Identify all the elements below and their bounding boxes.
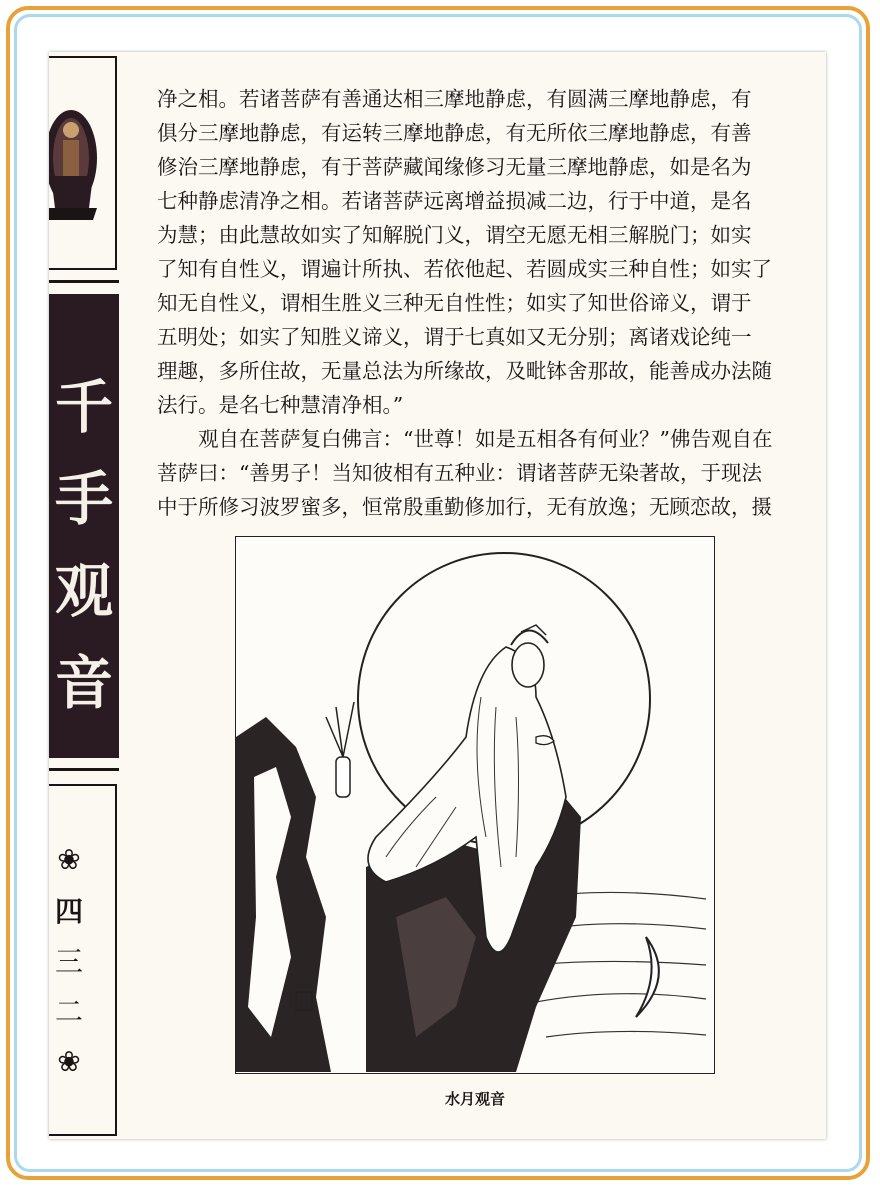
text-line: 观自在菩萨复白佛言：“世尊！如是五相各有何业？”佛告观自在 <box>157 427 773 451</box>
text-line: 知无自性义，谓相生胜义三种无自性性；如实了知世俗谛义，谓于 <box>157 291 752 315</box>
sidebar-emblem-box <box>49 56 117 270</box>
text-line: 净之相。若诸菩萨有善通达相三摩地静虑，有圆满三摩地静虑，有 <box>157 87 752 111</box>
text-line: 七种静虑清净之相。若诸菩萨远离增益损减二边，行于中道，是名 <box>157 189 752 213</box>
water-moon-guanyin-illustration <box>236 537 713 1072</box>
title-char: 手 <box>54 465 113 533</box>
flower-icon: ❀ <box>57 843 81 876</box>
page-number-char: 二 <box>54 995 83 1028</box>
illustration-frame <box>235 536 715 1074</box>
title-char: 千 <box>54 373 113 441</box>
flower-icon: ❀ <box>57 1045 81 1078</box>
text-line: 俱分三摩地静虑，有运转三摩地静虑，有无所依三摩地静虑，有善 <box>157 121 752 145</box>
sidebar-rule <box>49 280 119 283</box>
page-number-char: 四 <box>54 895 83 928</box>
text-line: 菩萨曰：“善男子！当知彼相有五种业：谓诸菩萨无染著故，于现法 <box>157 461 762 485</box>
text-line: 中于所修习波罗蜜多，恒常殷重勤修加行，无有放逸；无顾恋故，摄 <box>157 495 772 519</box>
illustration-caption: 水月观音 <box>444 1090 505 1108</box>
body-text <box>157 82 797 524</box>
vertical-title <box>49 294 119 758</box>
text-line: 了知有自性义，谓遍计所执、若依他起、若圆成实三种自性；如实了 <box>157 257 772 281</box>
text-line: 修治三摩地静虑，有于菩萨藏闻缘修习无量三摩地静虑，如是名为 <box>157 155 752 179</box>
text-line: 五明处；如实了知胜义谛义，谓于七真如又无分别；离诸戏论纯一 <box>157 325 752 349</box>
guanyin-emblem-icon <box>49 58 115 268</box>
text-line: 法行。是名七种慧清净相。” <box>157 393 404 417</box>
page-number-box <box>49 784 117 1136</box>
page-number-char: 三 <box>54 945 83 978</box>
title-char: 观 <box>54 557 113 625</box>
book-page <box>49 52 826 1139</box>
text-line: 理趣，多所住故，无量总法为所缘故，及毗钵舍那故，能善成办法随 <box>157 359 772 383</box>
text-line: 为慧；由此慧故如实了知解脱门义，谓空无愿无相三解脱门；如实 <box>157 223 752 247</box>
title-char: 音 <box>54 649 113 717</box>
sidebar-rule <box>49 768 119 771</box>
